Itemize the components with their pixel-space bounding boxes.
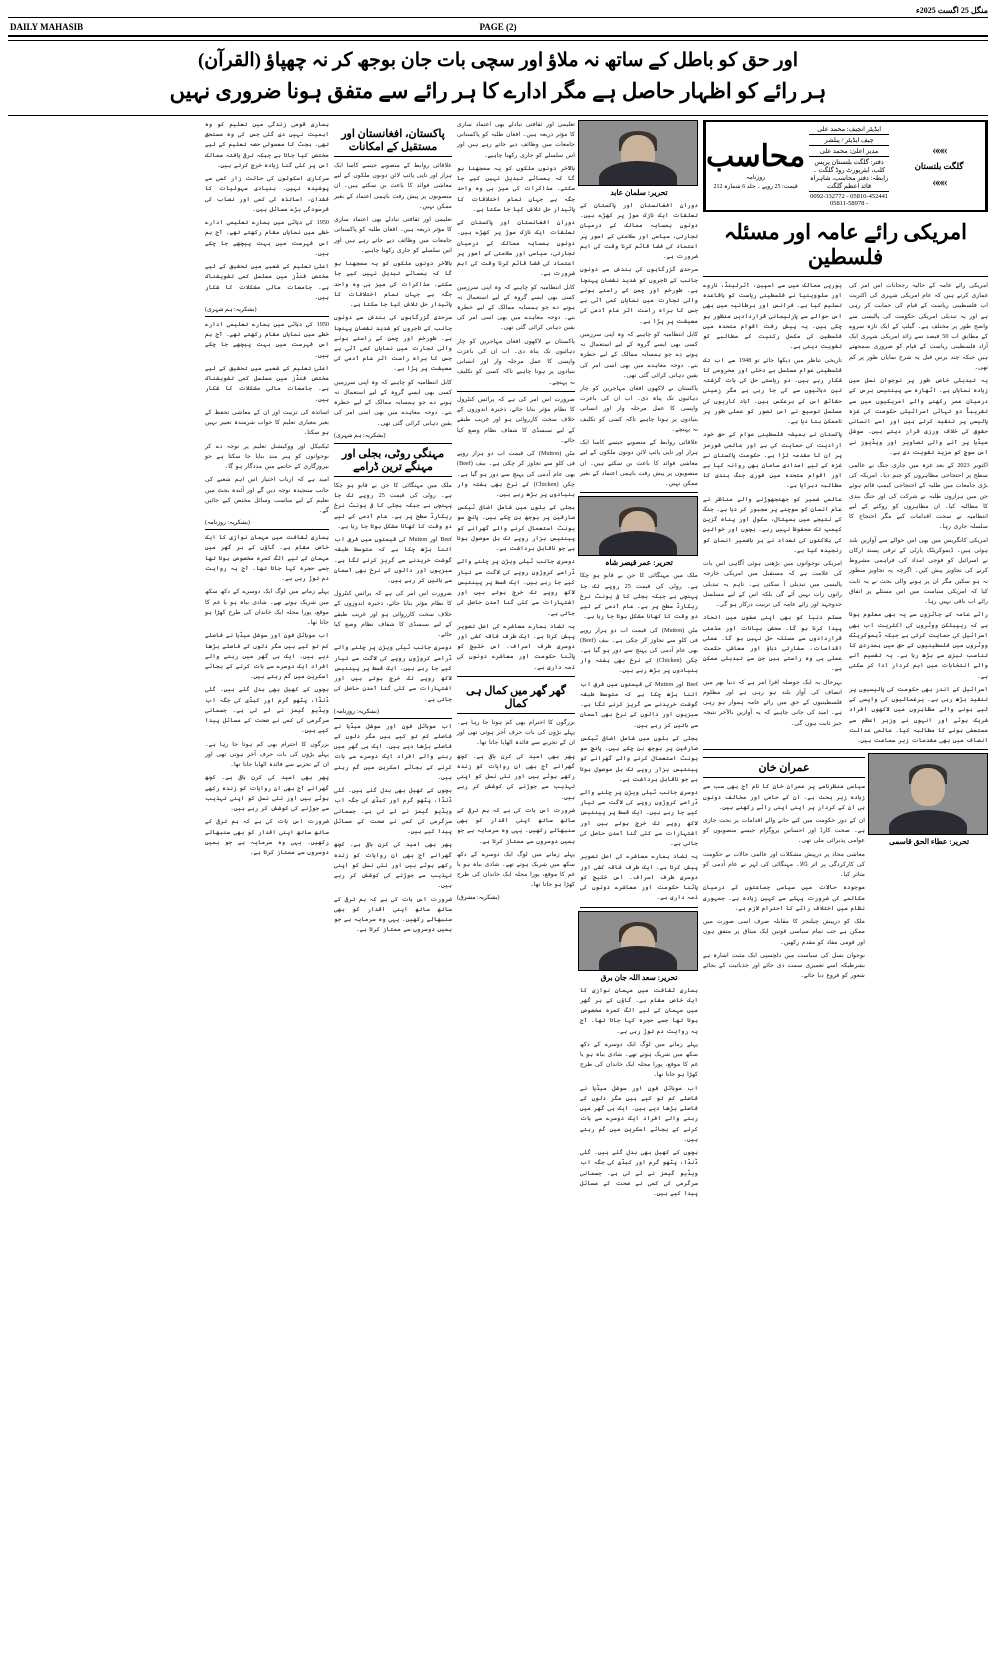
nameplate-city-block xyxy=(893,122,986,210)
article-body-extra-c xyxy=(205,533,329,858)
article-p: ملک کو درپیش چیلنجز کا مقابلہ صرف اسی صورت میں ممکن ہے جب تمام سیاسی قوتیں ایک میثاق پر متفق ہوں اور قومی مفاد کو مقدم رکھیں۔ xyxy=(703,918,865,946)
nameplate-address: دفتر: گلگت بلتستان پریس کلب، ایئرپورٹ روڈ گلگت ۔ رابطہ: دفتر محاسب، شاہراہ قائد اعظم گلگت xyxy=(810,159,889,190)
lead-zone xyxy=(703,120,988,1202)
article-body-pak-afg-b xyxy=(457,120,575,388)
article-credit-mehngai: (بشکریہ: روزنامہ) xyxy=(334,708,379,715)
article-body-mehngai-a xyxy=(580,571,698,903)
article-p: بچوں کے کھیل بھی بدل گئے ہیں۔ گلی ڈنڈا، پٹھو گرم اور کبڈی کی جگہ اب ویڈیو گیمز نے لے لی ہے۔ جسمانی سرگرمی کی کمی نے صحت کے مسائل پیدا کیے ہیں۔ xyxy=(580,1149,698,1198)
article-p: تعلیمی اور ثقافتی تبادلے بھی اعتماد سازی کا مؤثر ذریعہ ہیں۔ افغان طلبہ کو پاکستانی جامعات میں وظائف دیے جاتے رہے ہیں اور اس سلسلے کو جاری رکھنا چاہیے۔ xyxy=(334,216,452,254)
article-p: دوسری جانب ٹیلی ویژن پر چلنے والے ڈرامے کروڑوں روپے کی لاگت سے تیار کیے جا رہے ہیں۔ ایک قسط پر پینتیس لاکھ روپے تک خرچ ہوتے ہیں اور اشتہارات سے کئی گنا آمدن حاصل کی جاتی ہے۔ xyxy=(457,558,575,617)
article-head-mehngai: مہنگی روٹی، بجلی اور مہنگے ترین ڈرامے xyxy=(334,443,452,477)
article-p: امید ہے کہ ارباب اختیار اس اہم شعبے کی جانب سنجیدہ توجہ دیں گے اور آئندہ بجٹ میں تعلیم کے لیے مناسب وسائل مختص کیے جائیں گے۔ xyxy=(205,476,329,514)
paper-name-en: DAILY MAHASIB xyxy=(10,22,84,32)
byline-saadullah-barq: تحریر: سعد اللہ جان برق xyxy=(600,972,678,982)
article-p: ہماری قومی زندگی میں تعلیم کو وہ اہمیت نہیں دی گئی جس کی وہ مستحق تھی۔ بجٹ کا معمولی حصہ تعلیم کے لیے مختص کیا جاتا ہے جبکہ ترقی یافتہ ممالک اس پر کئی گنا زیادہ خرچ کرتے ہیں۔ xyxy=(205,121,329,169)
article-p: پہلے زمانے میں لوگ ایک دوسرے کے دکھ سکھ میں شریک ہوتے تھے۔ شادی بیاہ ہو یا غم کا موقع، پورا محلہ ایک خاندان کی طرح کھڑا ہو جاتا تھا۔ xyxy=(205,588,329,627)
lead-headline: امریکی رائے عامہ اور مسئلہ فلسطین xyxy=(703,216,988,277)
article-p: ضرورت اس بات کی ہے کہ ہم ترقی کے ساتھ ساتھ اپنی اقدار کو بھی سنبھالے رکھیں۔ یہی وہ سرمایہ ہے جو ہمیں دوسروں سے ممتاز کرتا ہے۔ xyxy=(334,895,452,934)
article-p: بالآخر دونوں ملکوں کو یہ سمجھنا ہو گا کہ ہمسائے تبدیل نہیں کیے جا سکتے۔ مذاکرات کی میز ہی وہ واحد جگہ ہے جہاں تمام اختلافات کا پائیدار حل تلاش کیا جا سکتا ہے۔ xyxy=(457,164,575,213)
top-strip xyxy=(8,6,988,18)
byline-salman-abid: تحریر: سلمان عابد xyxy=(610,188,668,197)
article-head-imran: عمران خان xyxy=(703,757,865,778)
article-p: اب موبائل فون اور سوشل میڈیا نے فاصلے کم تو کیے ہیں مگر دلوں کے فاصلے بڑھا دیے ہیں۔ ایک ہی گھر میں رہنے والے افراد ایک دوسرے سے بات کرنے کے بجائے اسکرین میں گم رہتے ہیں۔ xyxy=(580,1084,698,1143)
divider xyxy=(457,676,575,677)
lead-p: امریکی نوجوانوں میں بڑھتی ہوئی آگاہی اس بات کی علامت ہے کہ مستقبل میں امریکی خارجہ پالیسی میں تبدیلی آ سکتی ہے۔ تاہم یہ تبدیلی راتوں رات نہیں آئے گی بلکہ اس کے لیے مسلسل جدوجہد اور رائے عامہ کی تربیت درکار ہو گی۔ xyxy=(703,560,842,609)
byline-qaisar-shah: تحریر: عمر قیصر شاہ xyxy=(605,558,673,568)
nameplate-credits xyxy=(805,122,893,210)
article-p: بجلی کے بلوں میں شامل اضافی ٹیکس صارفین پر بوجھ بن چکے ہیں۔ پانچ سو یونٹ استعمال کرنے والے گھرانے کو پینتیس ہزار روپے تک بل موصول ہوتا ہے جو ناقابل برداشت ہے۔ xyxy=(457,504,575,553)
article-p: کابل انتظامیہ کو چاہیے کہ وہ اپنی سرزمین کسی بھی ایسے گروہ کے لیے استعمال نہ ہونے دے جو ہمسایہ ممالک کے لیے خطرہ بنے۔ دوحہ معاہدے میں بھی اسی امر کی یقین دہانی کرائی گئی تھی۔ xyxy=(580,330,698,379)
article-p: ملک میں مہنگائی کا جن بے قابو ہو چکا ہے۔ روٹی کی قیمت 25 روپے تک جا پہنچی ہے جبکہ بجلی کا فی یونٹ نرخ ریکارڈ سطح پر ہے۔ عام آدمی کے لیے دو وقت کا کھانا مشکل ہوتا جا رہا ہے۔ xyxy=(334,481,452,530)
columns-zone xyxy=(8,120,698,1202)
top-date: منگل 25 اگست 2025ء xyxy=(916,6,988,15)
article-p: پھر بھی امید کی کرن باقی ہے۔ کچھ گھرانے آج بھی ان روایات کو زندہ رکھے ہوئے ہیں اور نئی نسل کو اپنی تہذیب سے جوڑنے کی کوشش کر رہے ہیں۔ xyxy=(205,774,329,813)
nameplate-credit-3: مدیر اعلیٰ: محمد علی xyxy=(809,146,889,157)
divider xyxy=(205,316,329,317)
nameplate-title: محاسب xyxy=(706,140,806,173)
banner-line-1: اور حق کو باطل کے ساتھ نہ ملاؤ اور سچی بات جان بوجھ کر نہ چھپاؤ (القرآن) xyxy=(197,50,799,71)
divider xyxy=(703,749,988,750)
author-photo-qaisar-shah xyxy=(578,496,698,556)
article-credit-extra-2: (بشکریہ: روزنامہ) xyxy=(205,520,250,527)
article-p: Beef اور Mutton کی قیمتوں میں فرق اب اتنا بڑھ چکا ہے کہ متوسط طبقہ گوشت خریدنے سے گریز کرنے لگا ہے۔ سبزیوں اور دالوں کے نرخ بھی آسمان سے باتیں کر رہے ہیں۔ xyxy=(334,536,452,584)
article-p: دوسری جانب ٹیلی ویژن پر چلنے والے ڈرامے کروڑوں روپے کی لاگت سے تیار کیے جا رہے ہیں۔ ایک قسط پر پینتیس لاکھ روپے تک خرچ ہوتے ہیں اور اشتہارات سے کئی گنا آمدن حاصل کی جاتی ہے۔ xyxy=(580,789,698,848)
divider xyxy=(580,492,698,493)
lead-p: پاکستان نے ہمیشہ فلسطینی عوام کے حق خود ارادیت کی حمایت کی ہے اور عالمی فورمز پر ان کا مقدمہ لڑا ہے۔ حکومت پاکستان نے غزہ کے لیے امدادی سامان بھی روانہ کیا ہے اور اقوام متحدہ میں فوری جنگ بندی کا مطالبہ دہرایا ہے۔ xyxy=(703,431,842,490)
lead-p: اسرائیل کے اندر بھی حکومت کی پالیسیوں پر تنقید بڑھ رہی ہے۔ یرغمالیوں کی واپسی کے لیے ہونے والے مظاہروں میں لاکھوں افراد شریک ہوئے اور انہوں نے وزیر اعظم سے مستعفی ہونے کا مطالبہ کیا۔ عالمی عدالت انصاف میں بھی مقدمات زیر سماعت ہیں۔ xyxy=(849,685,988,745)
lead-p: تاریخی تناظر میں دیکھا جائے تو 1948 سے اب تک فلسطینی عوام مسلسل بے دخلی اور محرومی کا شکار رہے ہیں۔ دو ریاستی حل کی بات گزشتہ تین دہائیوں سے کی جا رہی ہے مگر زمینی حقائق اس کے برعکس ہیں۔ آباد کاریوں کی مسلسل توسیع نے اس تصور کو عملی طور پر ناممکن بنا دیا ہے۔ xyxy=(703,356,842,426)
article-p: ضرورت اس بات کی ہے کہ ہم ترقی کے ساتھ ساتھ اپنی اقدار کو بھی سنبھالے رکھیں۔ یہی وہ سرمایہ ہے جو ہمیں دوسروں سے ممتاز کرتا ہے۔ xyxy=(457,806,575,845)
article-p: یہ تضاد ہمارے معاشرے کی اصل تصویر پیش کرتا ہے۔ ایک طرف فاقہ کشی اور دوسری طرف اسراف۔ اس خلیج کو پاٹنا حکومت اور معاشرے دونوں کی ذمہ داری ہے۔ xyxy=(457,622,575,671)
article-p: ہماری ثقافت میں مہمان نوازی کا ایک خاص مقام ہے۔ گاؤں کے ہر گھر میں مہمان کے لیے الگ کمرہ مخصوص ہوتا تھا جسے حجرہ کہا جاتا تھا۔ آج یہ روایت دم توڑ رہی ہے۔ xyxy=(580,986,698,1035)
column-2 xyxy=(334,120,452,1202)
article-p: بالآخر دونوں ملکوں کو یہ سمجھنا ہو گا کہ ہمسائے تبدیل نہیں کیے جا سکتے۔ مذاکرات کی میز ہی وہ واحد جگہ ہے جہاں تمام اختلافات کا پائیدار حل تلاش کیا جا سکتا ہے۔ xyxy=(334,260,452,309)
article-p: پہلے زمانے میں لوگ ایک دوسرے کے دکھ سکھ میں شریک ہوتے تھے۔ شادی بیاہ ہو یا غم کا موقع، پورا محلہ ایک خاندان کی طرح کھڑا ہو جاتا تھا۔ xyxy=(457,850,575,889)
lead-p: یورپی ممالک میں سے اسپین، آئرلینڈ، ناروے اور سلووینیا نے فلسطینی ریاست کو باقاعدہ تسلیم کیا ہے۔ فرانس اور برطانیہ میں بھی اس حوالے سے پارلیمانی قراردادیں منظور ہو چکی ہیں۔ یہ پیش رفت اقوام متحدہ میں فلسطین کی مکمل رکنیت کے مطالبے کو تقویت دیتی ہے۔ xyxy=(703,282,842,351)
article-p: اب موبائل فون اور سوشل میڈیا نے فاصلے کم تو کیے ہیں مگر دلوں کے فاصلے بڑھا دیے ہیں۔ ایک ہی گھر میں رہنے والے افراد ایک دوسرے سے بات کرنے کے بجائے اسکرین میں گم رہتے ہیں۔ xyxy=(205,632,329,681)
article-p: Beef اور Mutton کی قیمتوں میں فرق اب اتنا بڑھ چکا ہے کہ متوسط طبقہ گوشت خریدنے سے گریز کرنے لگا ہے۔ سبزیوں اور دالوں کے نرخ بھی آسمان سے باتیں کر رہے ہیں۔ xyxy=(580,680,698,729)
divider xyxy=(580,907,698,908)
lead-p: عالمی ضمیر کو جھنجھوڑنے والے مناظر نے عام انسان کو سوچنے پر مجبور کر دیا ہے۔ جنگ کے نتیجے میں ہسپتال، سکول اور پناہ گزین کیمپ تک محفوظ نہیں رہے۔ بچوں اور خواتین کی ہلاکتوں کی تعداد نے ہر باضمیر انسان کو رنجیدہ کیا ہے۔ xyxy=(703,495,842,554)
author-photo xyxy=(868,753,988,835)
chevron-decor-icon: »»» xyxy=(932,142,946,158)
nameplate-city: گلگت بلتستان xyxy=(914,160,964,171)
article-body-ghar-a xyxy=(580,986,698,1200)
masthead-banner xyxy=(8,40,988,116)
column-4 xyxy=(580,120,698,1202)
article-p: ان کے دور حکومت میں کیے جانے والے اقدامات پر بحث جاری ہے۔ صحت کارڈ اور احساس پروگرام جیسے منصوبوں کو عوامی پذیرائی ملی تھی۔ xyxy=(703,817,865,845)
article-p: ٹیکنیکل اور ووکیشنل تعلیم پر توجہ دے کر نوجوانوں کو ہنر مند بنایا جا سکتا ہے جو بیروزگاری کے خاتمے میں مددگار ہو گا۔ xyxy=(205,442,329,471)
nameplate-reg: 05810-452441 - 0092-332772 - 05811-58978 xyxy=(810,193,889,207)
nameplate-credit-1: ایڈیٹر انچیف: محمد علی xyxy=(809,124,889,135)
divider xyxy=(334,718,452,719)
article-p: سیاسی منظرنامے پر عمران خان کا نام آج بھی سب سے زیادہ زیر بحث ہے۔ ان کے حامی اور مخالف دونوں ہی ان کے کردار پر اپنی اپنی رائے رکھتے ہیں۔ xyxy=(703,783,865,811)
article-p: ضرورت اس امر کی ہے کہ پرائس کنٹرول کا نظام مؤثر بنایا جائے، ذخیرہ اندوزوں کے خلاف سخت کارروائی ہو اور غریب طبقے کے لیے سبسڈی کا شفاف نظام وضع کیا جائے۔ xyxy=(334,590,452,639)
article-credit-pak-afg: (بشکریہ: ہم شہری) xyxy=(334,432,386,439)
article-p: ضرورت اس بات کی ہے کہ ہم ترقی کے ساتھ ساتھ اپنی اقدار کو بھی سنبھالے رکھیں۔ یہی وہ سرمایہ ہے جو ہمیں دوسروں سے ممتاز کرتا ہے۔ xyxy=(205,818,329,856)
article-p: پھر بھی امید کی کرن باقی ہے۔ کچھ گھرانے آج بھی ان روایات کو زندہ رکھے ہوئے ہیں اور نئی نسل کو اپنی تہذیب سے جوڑنے کی کوشش کر رہے ہیں۔ xyxy=(457,752,575,801)
article-body-ghar-c xyxy=(334,722,452,936)
column-3 xyxy=(457,120,575,1202)
lead-p: امریکی رائے عامہ کے حالیہ رجحانات اس امر کی غمازی کرتے ہیں کہ عام امریکی شہری کی اکثریت اب فلسطینی ریاست کے قیام کی حمایت کر رہی ہے اور یہ تبدیلی امریکی حکومت کی پالیسی سے واضح طور پر مختلف ہے۔ گیلپ کے ایک تازہ سروے کے مطابق اب 50 فیصد سے زائد امریکی شہری ایک آزاد فلسطینی ریاست کے قیام کو ضروری سمجھتے ہیں جبکہ چند برس قبل یہ شرح نمایاں طور پر کم تھی۔ xyxy=(849,282,988,371)
lead-byline: تحریر: عطاء الحق قاسمی xyxy=(888,837,970,847)
article-p: کابل انتظامیہ کو چاہیے کہ وہ اپنی سرزمین کسی بھی ایسے گروہ کے لیے استعمال نہ ہونے دے جو ہمسایہ ممالک کے لیے خطرہ بنے۔ دوحہ معاہدے میں بھی اسی امر کی یقین دہانی کرائی گئی تھی۔ xyxy=(457,283,575,332)
article-body-extra-a xyxy=(205,120,329,303)
article-p: بجلی کے بلوں میں شامل اضافی ٹیکس صارفین پر بوجھ بن چکے ہیں۔ پانچ سو یونٹ استعمال کرنے والے گھرانے کو پینتیس ہزار روپے تک بل موصول ہوتا ہے جو ناقابل برداشت ہے۔ xyxy=(580,734,698,783)
lead-p: مسلم دنیا کو بھی اپنی صفوں میں اتحاد پیدا کرنا ہو گا۔ محض بیانات اور مذمتی قراردادوں سے مسئلہ حل نہیں ہو گا۔ عملی اقدامات، سفارتی دباؤ اور معاشی حکمت عملی ہی وہ راستے ہیں جن سے تبدیلی ممکن ہے۔ xyxy=(703,614,842,673)
article-p: دوران افغانستان اور پاکستان کے تعلقات ایک نازک موڑ پر کھڑے ہیں۔ دونوں ہمسایہ ممالک کے درمیان تجارتی، سیاسی اور سلامتی کے امور پر اعتماد کی فضا قائم کرنا وقت کی اہم ضرورت ہے۔ xyxy=(457,219,575,278)
article-p: مٹن (Mutton) کی قیمت اب دو ہزار روپے فی کلو سے تجاوز کر چکی ہے۔ بیف (Beef) بھی عام آدمی کی پہنچ سے دور ہو گیا ہے۔ چکن (Chicken) کے نرخ بھی ہفتہ وار بنیادوں پر بڑھ رہے ہیں۔ xyxy=(457,450,576,498)
article-p: سرحدی گزرگاہوں کی بندش سے دونوں جانب کے تاجروں کو شدید نقصان پہنچا ہے۔ طورخم اور چمن کے راستے ہونے والی تجارت میں نمایاں کمی آئی ہے جس کا براہ راست اثر عام آدمی کی معیشت پر پڑا ہے۔ xyxy=(580,266,698,325)
article-head-ghar: گھر گھر میں کمال ہی کمال xyxy=(457,681,575,714)
article-p: نوجوان نسل کی سیاست میں دلچسپی ایک مثبت اشارہ ہے بشرطیکہ اسے تعمیری سمت دی جائے اور جذباتیت کے بجائے شعور کو فروغ دیا جائے۔ xyxy=(703,951,865,980)
article-p: علاقائی روابط کے منصوبے جیسے کاسا ایک ہزار اور تاپی پائپ لائن دونوں ملکوں کے لیے معاشی فوائد کا باعث بن سکتے ہیں۔ ان منصوبوں پر پیش رفت باہمی اعتماد کے بغیر ممکن نہیں۔ xyxy=(580,439,698,488)
column-1 xyxy=(205,120,329,1202)
article-p: اساتذہ کی تربیت اور ان کے معاشی تحفظ کے بغیر معیاری تعلیم کا خواب شرمندہ تعبیر نہیں ہو سکتا۔ xyxy=(205,408,329,437)
article-p: کابل انتظامیہ کو چاہیے کہ وہ اپنی سرزمین کسی بھی ایسے گروہ کے لیے استعمال نہ ہونے دے جو ہمسایہ ممالک کے لیے خطرہ بنے۔ دوحہ معاہدے میں بھی اسی امر کی یقین دہانی کرائی گئی تھی۔ xyxy=(334,378,452,427)
article-p: ضرورت اس امر کی ہے کہ پرائس کنٹرول کا نظام مؤثر بنایا جائے، ذخیرہ اندوزوں کے خلاف سخت کارروائی ہو اور غریب طبقے کے لیے سبسڈی کا شفاف نظام وضع کیا جائے۔ xyxy=(457,395,575,444)
article-p: پھر بھی امید کی کرن باقی ہے۔ کچھ گھرانے آج بھی ان روایات کو زندہ رکھے ہوئے ہیں اور نئی نسل کو اپنی تہذیب سے جوڑنے کی کوشش کر رہے ہیں۔ xyxy=(334,841,452,890)
article-p: دوران افغانستان اور پاکستان کے تعلقات ایک نازک موڑ پر کھڑے ہیں۔ دونوں ہمسایہ ممالک کے درمیان تجارتی، سیاسی اور سلامتی کے امور پر اعتماد کی فضا قائم کرنا وقت کی اہم ضرورت ہے۔ xyxy=(580,202,698,261)
article-p: اعلیٰ تعلیم کے شعبے میں تحقیق کے لیے مختص فنڈز میں مسلسل کمی تشویشناک ہے۔ جامعات مالی مشکلات کا شکار ہیں۔ xyxy=(205,263,329,301)
article-credit-extra: (بشکریہ: ہم شہری) xyxy=(205,306,257,313)
banner-line-2: ہر رائے کو اظہار حاصل ہے مگر ادارے کا ہر رائے سے متفق ہونا ضروری نہیں xyxy=(169,78,827,103)
lead-p: اکتوبر 2023 کے بعد غزہ میں جاری جنگ نے عالمی سطح پر احتجاجی مظاہروں کو جنم دیا۔ امریکہ کی بڑی جامعات میں طلبہ کے احتجاجی کیمپ قائم ہوئے جن میں ہزاروں طلبہ نے شرکت کی اور جنگ بندی کا مطالبہ کیا۔ ان مظاہروں کو روکنے کے لیے انتظامیہ نے سخت اقدامات کیے مگر احتجاج کا سلسلہ جاری رہا۔ xyxy=(849,461,988,531)
article-p: 1950 کی دہائی میں ہمارے تعلیمی ادارے خطے میں نمایاں مقام رکھتے تھے۔ آج ہم اس فہرست میں بہت پیچھے جا چکے ہیں۔ xyxy=(205,219,329,257)
article-p: مٹن (Mutton) کی قیمت اب دو ہزار روپے فی کلو سے تجاوز کر چکی ہے۔ بیف (Beef) بھی عام آدمی کی پہنچ سے دور ہو گیا ہے۔ چکن (Chicken) کے نرخ بھی ہفتہ وار بنیادوں پر بڑھ رہے ہیں۔ xyxy=(580,626,699,675)
article-body-extra-b xyxy=(205,320,329,516)
article-p: پاکستان نے لاکھوں افغان مہاجرین کو چار دہائیوں تک پناہ دی۔ اب ان کی باعزت واپسی کا عمل مرحلہ وار اور انسانی بنیادوں پر ہونا چاہیے تاکہ کسی کو تکلیف نہ پہنچے۔ xyxy=(580,384,698,433)
article-p: سرکاری اسکولوں کی حالت زار کسی سے پوشیدہ نہیں۔ بنیادی سہولیات کا فقدان، اساتذہ کی کمی اور نصاب کی فرسودگی بڑے مسائل ہیں۔ xyxy=(205,175,329,213)
chevron-decor-icon-2: »»» xyxy=(932,174,946,190)
article-body-pak-afg-c xyxy=(334,161,452,429)
divider xyxy=(457,391,575,392)
article-p: بزرگوں کا احترام بھی کم ہوتا جا رہا ہے۔ پہلے بڑوں کی بات حرف آخر ہوتی تھی اور ان کے تجربے سے فائدہ اٹھایا جاتا تھا۔ xyxy=(205,740,329,769)
nameplate-sub: روزنامہ xyxy=(746,175,766,181)
lead-p: بہرحال یہ ایک حوصلہ افزا امر ہے کہ دنیا بھر میں انصاف کی آواز بلند ہو رہی ہے اور مظلوم فلسطینیوں کے حق میں رائے عامہ ہموار ہو رہی ہے۔ امید کی جانی چاہیے کہ یہ آوازیں بالآخر نتیجہ خیز ثابت ہوں گی۔ xyxy=(703,678,842,727)
article-body-pak-afg-a xyxy=(580,201,698,489)
article-p: تعلیمی اور ثقافتی تبادلے بھی اعتماد سازی کا مؤثر ذریعہ ہیں۔ افغان طلبہ کو پاکستانی جامعات میں وظائف دیے جاتے رہے ہیں اور اس سلسلے کو جاری رکھنا چاہیے۔ xyxy=(457,121,575,159)
page-body xyxy=(8,120,988,1202)
article-body-mehngai-c xyxy=(334,481,452,705)
article-p: پہلے زمانے میں لوگ ایک دوسرے کے دکھ سکھ میں شریک ہوتے تھے۔ شادی بیاہ ہو یا غم کا موقع، پورا محلہ ایک خاندان کی طرح کھڑا ہو جاتا تھا۔ xyxy=(580,1040,698,1079)
nameplate-logo xyxy=(705,122,805,210)
article-p: موجودہ حالات میں سیاسی جماعتوں کے درمیان مکالمے کی ضرورت پہلے سے کہیں زیادہ ہے۔ جمہوری نظام میں اختلاف رائے کا احترام لازم ہے۔ xyxy=(703,884,865,912)
nameplate-credit-2: چیف ایڈیٹر / پبلشر xyxy=(809,135,889,146)
article-p: اب موبائل فون اور سوشل میڈیا نے فاصلے کم تو کیے ہیں مگر دلوں کے فاصلے بڑھا دیے ہیں۔ ایک ہی گھر میں رہنے والے افراد ایک دوسرے سے بات کرنے کے بجائے اسکرین میں گم رہتے ہیں۔ xyxy=(334,722,452,781)
article-credit-ghar: (بشکریہ: مشرق) xyxy=(457,894,500,901)
author-photo-salman-abid xyxy=(578,120,698,186)
article-head-pak-afg: پاکستان، افغانستان اور مستقبل کے امکانات xyxy=(334,124,452,157)
article-p: یہ تضاد ہمارے معاشرے کی اصل تصویر پیش کرتا ہے۔ ایک طرف فاقہ کشی اور دوسری طرف اسراف۔ اس خلیج کو پاٹنا حکومت اور معاشرے دونوں کی ذمہ داری ہے۔ xyxy=(580,853,698,902)
article-p: سرحدی گزرگاہوں کی بندش سے دونوں جانب کے تاجروں کو شدید نقصان پہنچا ہے۔ طورخم اور چمن کے راستے ہونے والی تجارت میں نمایاں کمی آئی ہے جس کا براہ راست اثر عام آدمی کی معیشت پر پڑا ہے۔ xyxy=(334,314,452,373)
article-p: بزرگوں کا احترام بھی کم ہوتا جا رہا ہے۔ پہلے بڑوں کی بات حرف آخر ہوتی تھی اور ان کے تجربے سے فائدہ اٹھایا جاتا تھا۔ xyxy=(457,718,575,747)
article-body-mehngai-b xyxy=(457,395,575,673)
lead-p: رائے عامہ کے جائزوں سے یہ بھی معلوم ہوتا ہے کہ ریپبلکن ووٹروں کی اکثریت اب بھی اسرائیل کی حمایت کرتی ہے جبکہ ڈیموکریٹک ووٹروں میں فلسطینیوں کے حق میں ہمدردی کا تناسب تیزی سے بڑھ رہا ہے۔ یہ تقسیم آنے والے انتخابات میں اہم کردار ادا کر سکتی ہے۔ xyxy=(849,611,988,680)
divider xyxy=(205,529,329,530)
article-p: ہماری ثقافت میں مہمان نوازی کا ایک خاص مقام ہے۔ گاؤں کے ہر گھر میں مہمان کے لیے الگ کمرہ مخصوص ہوتا تھا جسے حجرہ کہا جاتا تھا۔ آج یہ روایت دم توڑ رہی ہے۔ xyxy=(205,534,329,583)
nameplate-small-note: قیمت: 25 روپے ۔ جلد 6 شمارہ 212 xyxy=(713,184,798,190)
lead-p: یہ تبدیلی خاص طور پر نوجوان نسل میں زیادہ نمایاں ہے۔ اٹھارہ سے پینتیس برس کے درمیان عمر رکھنے والے امریکیوں میں سے تقریباً دو تہائی اسرائیلی حکومت کی غزہ پالیسی پر تنقید کرتے ہیں اور اسے انسانی حقوق کی خلاف ورزی قرار دیتے ہیں۔ سوشل میڈیا پر آنے والی تصاویر اور ویڈیوز نے اس سوچ کو مزید تقویت دی ہے۔ xyxy=(849,377,988,456)
article-p: دوسری جانب ٹیلی ویژن پر چلنے والے ڈرامے کروڑوں روپے کی لاگت سے تیار کیے جا رہے ہیں۔ ایک قسط پر پینتیس لاکھ روپے تک خرچ ہوتے ہیں اور اشتہارات سے کئی گنا آمدن حاصل کی جاتی ہے۔ xyxy=(334,644,452,703)
article-p: اعلیٰ تعلیم کے شعبے میں تحقیق کے لیے مختص فنڈز میں مسلسل کمی تشویشناک ہے۔ جامعات مالی مشکلات کا شکار ہیں۔ xyxy=(205,364,329,403)
nameplate xyxy=(703,120,988,212)
article-p: بچوں کے کھیل بھی بدل گئے ہیں۔ گلی ڈنڈا، پٹھو گرم اور کبڈی کی جگہ اب ویڈیو گیمز نے لے لی ہے۔ جسمانی سرگرمی کی کمی نے صحت کے مسائل پیدا کیے ہیں۔ xyxy=(205,686,329,735)
lead-article-body xyxy=(703,281,988,746)
article-p: معاشی محاذ پر درپیش مشکلات اور عالمی حالات نے حکومت کی کارکردگی پر اثر ڈالا۔ مہنگائی کی لہر نے عام آدمی کو متاثر کیا۔ xyxy=(703,850,865,879)
lead-p: امریکی کانگریس میں بھی اس حوالے سے آوازیں بلند ہوئی ہیں۔ ڈیموکریٹک پارٹی کے ترقی پسند ارکان نے اسرائیل کو فوجی امداد کی فراہمی مشروط کرنے کی تجاویز پیش کیں۔ اگرچہ یہ تجاویز منظور نہ ہو سکیں مگر ان پر ہونے والی بحث نے یہ ثابت کیا کہ امریکی سیاست میں اس مسئلے پر اتفاق رائے اب باقی نہیں رہا۔ xyxy=(849,536,988,606)
article-body-imran xyxy=(703,782,865,981)
article-p: بچوں کے کھیل بھی بدل گئے ہیں۔ گلی ڈنڈا، پٹھو گرم اور کبڈی کی جگہ اب ویڈیو گیمز نے لے لی ہے۔ جسمانی سرگرمی کی کمی نے صحت کے مسائل پیدا کیے ہیں۔ xyxy=(334,787,452,836)
masthead-row xyxy=(8,20,988,37)
page-label: PAGE (2) xyxy=(479,22,517,32)
article-p: پاکستان نے لاکھوں افغان مہاجرین کو چار دہائیوں تک پناہ دی۔ اب ان کی باعزت واپسی کا عمل مرحلہ وار اور انسانی بنیادوں پر ہونا چاہیے تاکہ کسی کو تکلیف نہ پہنچے۔ xyxy=(457,337,575,386)
article-p: 1950 کی دہائی میں ہمارے تعلیمی ادارے خطے میں نمایاں مقام رکھتے تھے۔ آج ہم اس فہرست میں بہت پیچھے جا چکے ہیں۔ xyxy=(205,320,329,359)
article-p: علاقائی روابط کے منصوبے جیسے کاسا ایک ہزار اور تاپی پائپ لائن دونوں ملکوں کے لیے معاشی فوائد کا باعث بن سکتے ہیں۔ ان منصوبوں پر پیش رفت باہمی اعتماد کے بغیر ممکن نہیں۔ xyxy=(334,162,452,210)
article-body-ghar-b xyxy=(457,718,575,891)
author-photo-saadullah-barq xyxy=(578,911,698,971)
article-p: ملک میں مہنگائی کا جن بے قابو ہو چکا ہے۔ روٹی کی قیمت 25 روپے تک جا پہنچی ہے جبکہ بجلی کا فی یونٹ نرخ ریکارڈ سطح پر ہے۔ عام آدمی کے لیے دو وقت کا کھانا مشکل ہوتا جا رہا ہے۔ xyxy=(580,572,698,621)
